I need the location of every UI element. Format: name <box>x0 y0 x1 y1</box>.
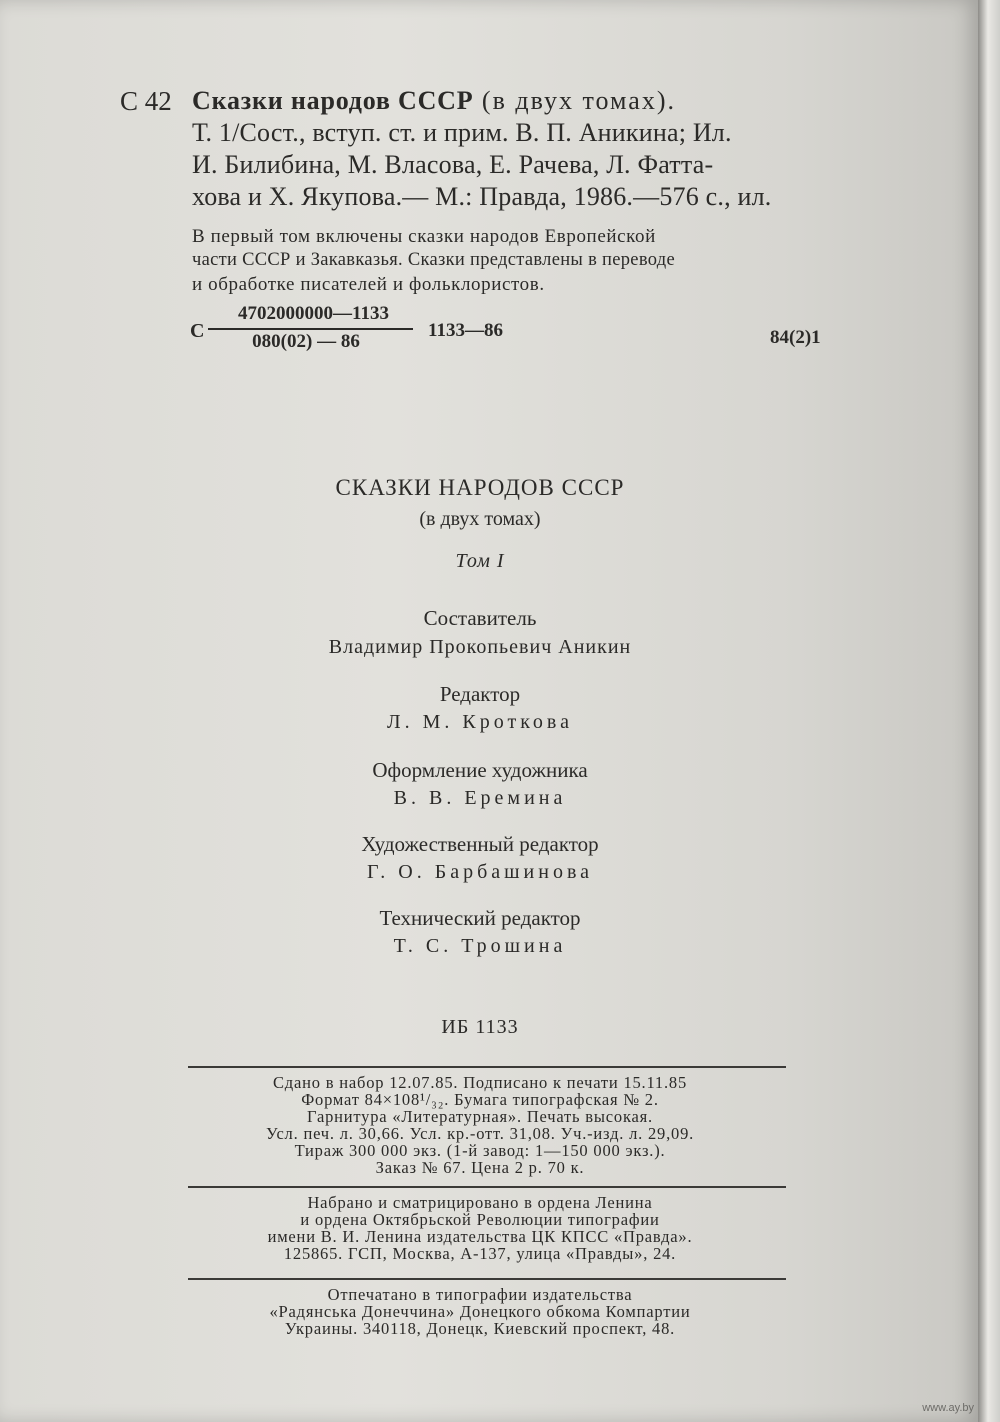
imprint-rule-middle <box>188 1186 786 1188</box>
catalog-line-4: хова и Х. Якупова.— М.: Правда, 1986.—576 с., ил. <box>192 182 772 211</box>
imprint-line: Отпечатано в типографии издательства <box>327 1285 633 1304</box>
imprint-line: Украины. 340118, Донецк, Киевский проспект, 48. <box>284 1319 676 1338</box>
page-edge <box>978 0 1000 1422</box>
imprint-line: 125865. ГСП, Москва, А-137, улица «Правды», 24. <box>283 1244 677 1263</box>
imprint-line: и ордена Октябрьской Революции типографии <box>300 1210 660 1229</box>
credit-role-artist: Оформление художника <box>372 758 588 782</box>
annotation-line-2: части СССР и Закавказья. Сказки представлены в переводе <box>192 250 675 270</box>
annotation-line-1: В первый том включены сказки народов Европейской <box>192 226 656 247</box>
imprint-line: Сдано в набор 12.07.85. Подписано к печати 15.11.85 <box>273 1073 687 1092</box>
bbk-fraction-line <box>208 328 413 330</box>
catalog-line-3: И. Билибина, М. Власова, Е. Рачева, Л. Фатта- <box>192 150 714 179</box>
catalog-code: С 42 <box>120 86 172 116</box>
bbk-class-code: 84(2)1 <box>770 327 821 348</box>
credit-name-art-editor: Г. О. Барбашинова <box>366 861 594 883</box>
imprint-line: Заказ № 67. Цена 2 р. 70 к. <box>375 1158 585 1177</box>
bbk-numerator: 4702000000—1133 <box>238 303 389 324</box>
imprint-line: «Радянська Донеччина» Донецкого обкома Компартии <box>269 1302 691 1321</box>
ib-number: ИБ 1133 <box>441 1016 519 1038</box>
credit-name-artist: В. В. Еремина <box>393 787 567 809</box>
imprint-rule-bottom <box>188 1278 786 1280</box>
imprint-print-data <box>180 1074 780 1176</box>
imprint-line: Формат 84×108¹/₃₂. Бумага типографская № 2. <box>301 1090 659 1109</box>
catalog-title-line <box>192 86 832 116</box>
imprint-typesetter <box>180 1194 780 1262</box>
bbk-letter: С <box>190 320 205 342</box>
imprint-printer <box>180 1286 780 1337</box>
credit-role-editor: Редактор <box>439 682 521 706</box>
volume-label: Том I <box>455 550 505 572</box>
imprint-rule-top <box>188 1066 786 1068</box>
imprint-line: Гарнитура «Литературная». Печать высокая. <box>307 1107 653 1126</box>
bbk-middle-code: 1133—86 <box>428 320 503 341</box>
bbk-denominator: 080(02) — 86 <box>252 331 360 352</box>
credit-role-tech-editor: Технический редактор <box>379 906 581 930</box>
watermark: www.ay.by <box>922 1402 974 1414</box>
credit-role-art-editor: Художественный редактор <box>361 832 599 856</box>
catalog-title: Сказки народов СССР <box>192 86 474 115</box>
catalog-line-2: Т. 1/Сост., вступ. ст. и прим. В. П. Аникина; Ил. <box>192 118 732 147</box>
catalog-title-rest: (в двух томах). <box>473 86 676 115</box>
imprint-line: имени В. И. Ленина издательства ЦК КПСС «Правда». <box>267 1227 693 1246</box>
book-subtitle: (в двух томах) <box>419 508 541 530</box>
credit-name-editor: Л. М. Кроткова <box>387 711 573 733</box>
credit-name-compiler: Владимир Прокопьевич Аникин <box>328 636 632 658</box>
imprint-line: Тираж 300 000 экз. (1-й завод: 1—150 000 экз.). <box>294 1141 666 1160</box>
imprint-line: Усл. печ. л. 30,66. Усл. кр.-отт. 31,08. Уч.-изд. л. 29,09. <box>265 1124 695 1143</box>
credit-name-tech-editor: Т. С. Трошина <box>393 935 567 957</box>
book-title: СКАЗКИ НАРОДОВ СССР <box>335 475 625 500</box>
imprint-line: Набрано и сматрицировано в ордена Ленина <box>307 1193 653 1212</box>
credit-role-compiler: Составитель <box>423 606 537 630</box>
annotation-line-3: и обработке писателей и фольклористов. <box>192 274 545 295</box>
